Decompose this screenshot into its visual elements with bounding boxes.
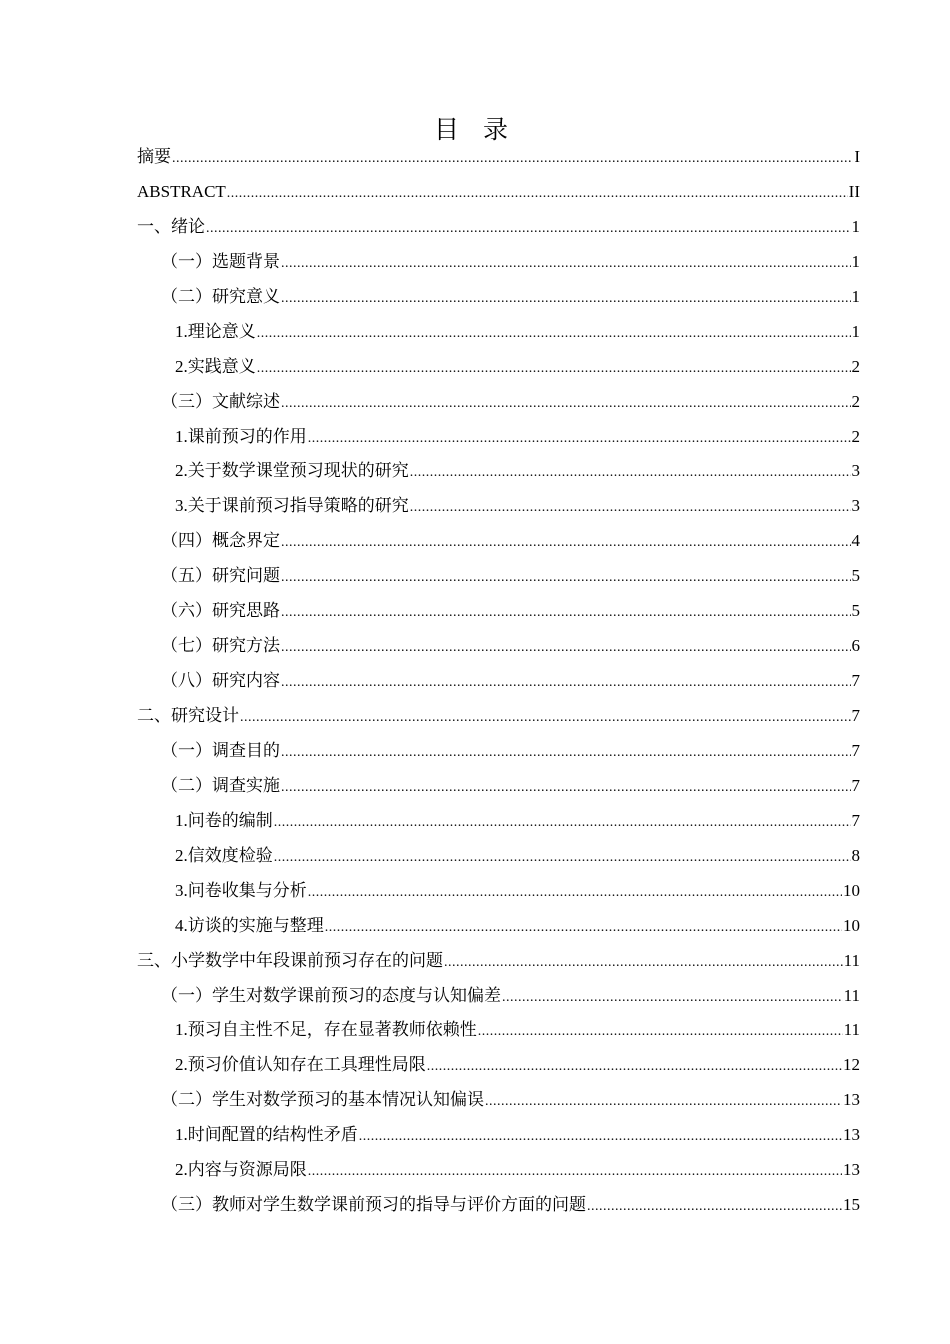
toc-entry[interactable]	[137, 699, 860, 734]
toc-entry[interactable]	[137, 315, 860, 350]
toc-dot-leader	[281, 526, 851, 561]
toc-entry-text: 二、研究设计	[137, 706, 239, 725]
toc-entry-page-number: 7	[851, 775, 860, 795]
toc-entry[interactable]	[137, 1118, 860, 1153]
toc-dot-leader	[281, 387, 851, 422]
toc-entry-page-number: 12	[843, 1055, 860, 1075]
toc-entry-page-number: 15	[843, 1195, 860, 1215]
toc-entry-page-number: 2	[851, 356, 860, 376]
toc-entry[interactable]	[137, 769, 860, 804]
toc-entry-text: （六）研究思路	[161, 601, 280, 621]
toc-entry[interactable]	[137, 280, 860, 315]
toc-dot-leader	[410, 491, 851, 526]
toc-entry-page-number: 5	[851, 566, 860, 586]
toc-entry-page-number: 1	[851, 321, 860, 341]
toc-entry-page-number: 7	[851, 671, 860, 691]
toc-entry-page-number: 11	[843, 950, 860, 970]
toc-entry-page-number: 13	[843, 1125, 860, 1145]
toc-entry-text: 1.课前预习的作用	[175, 426, 307, 446]
toc-entry[interactable]	[137, 1013, 860, 1048]
toc-entry-page-number: I	[854, 147, 860, 166]
toc-entry-text: 1.时间配置的结构性矛盾	[175, 1125, 358, 1145]
toc-entry-page-number: 7	[851, 740, 860, 760]
toc-dot-leader	[485, 1085, 842, 1120]
toc-entry-text: （七）研究方法	[161, 636, 280, 656]
toc-entry-text: 2.信效度检验	[175, 845, 273, 865]
toc-dot-leader	[274, 841, 851, 876]
toc-dot-leader	[502, 981, 843, 1016]
toc-dot-leader	[281, 247, 851, 282]
toc-entry-text: 1.理论意义	[175, 321, 256, 341]
table-of-contents	[137, 140, 860, 1223]
toc-dot-leader	[308, 876, 842, 911]
toc-dot-leader	[281, 282, 851, 317]
toc-entry-page-number: 6	[851, 636, 860, 656]
toc-dot-leader	[281, 736, 851, 771]
toc-dot-leader	[410, 456, 851, 491]
toc-entry-text: 2.关于数学课堂预习现状的研究	[175, 461, 409, 481]
toc-entry-page-number: 10	[843, 915, 860, 935]
toc-entry[interactable]	[137, 1153, 860, 1188]
toc-entry[interactable]	[137, 979, 860, 1014]
toc-entry-page-number: 2	[851, 391, 860, 411]
toc-entry-text: （四）概念界定	[161, 531, 280, 551]
toc-entry-page-number: 11	[843, 1020, 860, 1040]
toc-entry-text: （一）选题背景	[161, 251, 280, 271]
toc-entry-page-number: 10	[843, 880, 860, 900]
toc-entry-text: 1.预习自主性不足，存在显著教师依赖性	[175, 1020, 477, 1040]
toc-entry-text: （三）文献综述	[161, 391, 280, 411]
toc-dot-leader	[359, 1120, 842, 1155]
toc-entry-page-number: 7	[851, 810, 860, 830]
toc-dot-leader	[325, 911, 842, 946]
toc-entry-text: （二）学生对数学预习的基本情况认知偏误	[161, 1090, 484, 1110]
toc-dot-leader	[206, 212, 851, 247]
toc-entry-text: （一）调查目的	[161, 740, 280, 760]
toc-entry[interactable]	[137, 140, 860, 175]
toc-entry-page-number: 11	[843, 985, 860, 1005]
toc-entry-page-number: 5	[851, 601, 860, 621]
toc-entry[interactable]	[137, 874, 860, 909]
toc-entry[interactable]	[137, 804, 860, 839]
toc-entry[interactable]	[137, 350, 860, 385]
toc-entry[interactable]	[137, 664, 860, 699]
toc-entry-page-number: 3	[851, 496, 860, 516]
toc-dot-leader	[257, 317, 851, 352]
toc-entry-text: 三、小学数学中年段课前预习存在的问题	[137, 950, 443, 970]
toc-entry-page-number: 1	[851, 216, 860, 236]
toc-entry[interactable]	[137, 1083, 860, 1118]
toc-dot-leader	[281, 596, 851, 631]
toc-entry-text: （二）调查实施	[161, 775, 280, 795]
toc-dot-leader	[427, 1050, 842, 1085]
toc-dot-leader	[281, 771, 851, 806]
toc-title: 目 录	[434, 115, 516, 144]
toc-entry-page-number: 13	[843, 1160, 860, 1180]
toc-dot-leader	[274, 806, 851, 841]
toc-entry-page-number: II	[848, 181, 860, 201]
toc-dot-leader	[444, 946, 843, 981]
toc-dot-leader	[587, 1190, 842, 1225]
toc-entry[interactable]	[137, 594, 860, 629]
toc-entry[interactable]	[137, 454, 860, 489]
toc-entry-text: 一、绪论	[137, 216, 205, 236]
toc-dot-leader	[257, 352, 851, 387]
toc-entry-text: （一）学生对数学课前预习的态度与认知偏差	[161, 985, 501, 1005]
toc-entry-text: （八）研究内容	[161, 671, 280, 691]
toc-dot-leader	[281, 561, 851, 596]
toc-entry[interactable]	[137, 385, 860, 420]
toc-entry[interactable]	[137, 175, 860, 210]
toc-dot-leader	[172, 142, 853, 177]
toc-entry-text: ABSTRACT	[137, 181, 226, 201]
toc-entry-page-number: 4	[851, 531, 860, 551]
toc-entry-page-number: 1	[851, 286, 860, 306]
toc-entry[interactable]	[137, 839, 860, 874]
toc-entry-page-number: 8	[851, 845, 860, 865]
toc-entry-text: 3.问卷收集与分析	[175, 880, 307, 900]
toc-dot-leader	[227, 177, 848, 212]
toc-entry-page-number: 1	[851, 251, 860, 271]
toc-entry[interactable]	[137, 1188, 860, 1223]
toc-entry[interactable]	[137, 1048, 860, 1083]
toc-entry[interactable]	[137, 245, 860, 280]
toc-entry[interactable]	[137, 524, 860, 559]
toc-entry[interactable]	[137, 559, 860, 594]
toc-entry-text: （二）研究意义	[161, 286, 280, 306]
toc-entry-text: 2.预习价值认知存在工具理性局限	[175, 1055, 426, 1075]
toc-dot-leader	[478, 1015, 843, 1050]
toc-dot-leader	[308, 1155, 842, 1190]
toc-entry-text: 1.问卷的编制	[175, 810, 273, 830]
toc-entry[interactable]	[137, 489, 860, 524]
toc-entry[interactable]	[137, 944, 860, 979]
toc-entry-text: 摘要	[137, 147, 171, 166]
toc-entry-text: 2.实践意义	[175, 356, 256, 376]
toc-entry[interactable]	[137, 734, 860, 769]
toc-dot-leader	[281, 666, 851, 701]
toc-entry-page-number: 7	[851, 706, 860, 725]
toc-dot-leader	[308, 422, 851, 457]
toc-entry[interactable]	[137, 909, 860, 944]
toc-entry-text: （三）教师对学生数学课前预习的指导与评价方面的问题	[161, 1195, 586, 1215]
toc-entry[interactable]	[137, 420, 860, 455]
toc-entry[interactable]	[137, 629, 860, 664]
toc-entry-page-number: 3	[851, 461, 860, 481]
toc-dot-leader	[240, 701, 851, 736]
toc-entry-text: 4.访谈的实施与整理	[175, 915, 324, 935]
toc-entry-page-number: 2	[851, 426, 860, 446]
toc-entry-page-number: 13	[843, 1090, 860, 1110]
toc-entry[interactable]	[137, 210, 860, 245]
toc-entry-text: 2.内容与资源局限	[175, 1160, 307, 1180]
toc-entry-text: （五）研究问题	[161, 566, 280, 586]
toc-entry-text: 3.关于课前预习指导策略的研究	[175, 496, 409, 516]
toc-dot-leader	[281, 631, 851, 666]
